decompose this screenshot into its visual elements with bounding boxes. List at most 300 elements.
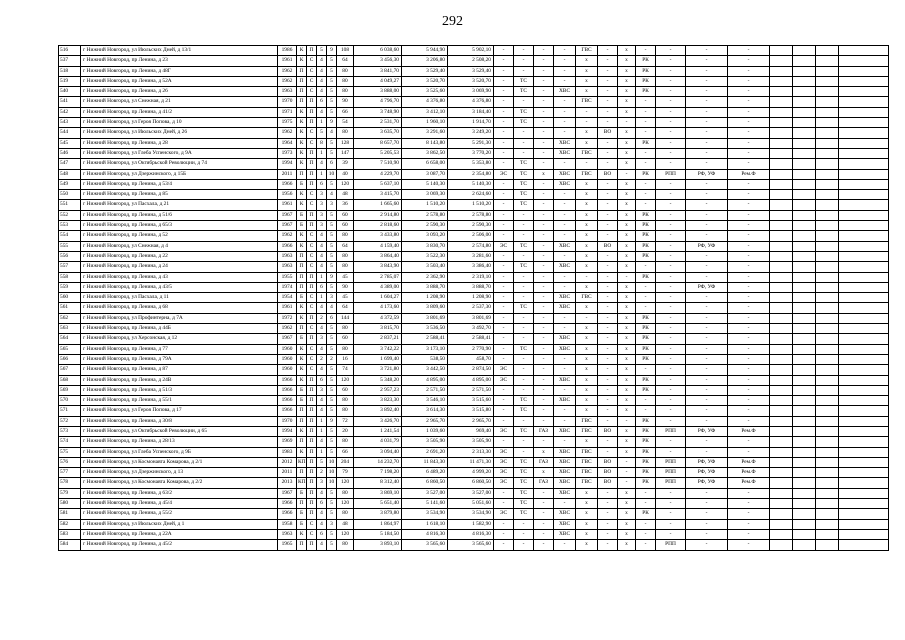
cell-num: 537 xyxy=(59,56,81,66)
cell-s13 xyxy=(793,529,816,539)
cell-s7: х xyxy=(618,200,636,210)
cell-s9: - xyxy=(656,107,686,117)
cell-num: 584 xyxy=(59,540,81,550)
cell-s8: - xyxy=(636,128,656,138)
cell-s5: х xyxy=(576,221,598,231)
cell-s12 xyxy=(770,313,793,323)
cell-s9: - xyxy=(656,159,686,169)
table-row xyxy=(59,416,889,426)
cell-area-res: 458,70 xyxy=(448,354,494,364)
table-row xyxy=(59,509,889,519)
cell-area-total: 3 094,40 xyxy=(354,447,402,457)
cell-s4: ХВС xyxy=(554,169,576,179)
cell-s11: - xyxy=(728,272,770,282)
cell-s3: - xyxy=(534,509,554,519)
cell-area-res: 2 770,90 xyxy=(448,344,494,354)
cell-s6: - xyxy=(598,385,618,395)
cell-c4: С xyxy=(307,56,317,66)
cell-area-res: 2 965,70 xyxy=(448,416,494,426)
cell-s8: - xyxy=(636,406,656,416)
cell-entrances: 9 xyxy=(327,272,337,282)
cell-s14 xyxy=(816,262,839,272)
cell-area-living: 3 520,70 xyxy=(402,76,448,86)
cell-s5: х xyxy=(576,262,598,272)
cell-num: 563 xyxy=(59,324,81,334)
cell-area-living: 2 588,41 xyxy=(402,334,448,344)
cell-s2: - xyxy=(514,56,534,66)
cell-address: г Нижний Новгород, пр Ленина, д 22 xyxy=(81,251,278,261)
cell-s12 xyxy=(770,118,793,128)
cell-s7: х xyxy=(618,56,636,66)
cell-apartments: 120 xyxy=(337,375,354,385)
cell-area-total: 3 433,80 xyxy=(354,231,402,241)
cell-c4: П xyxy=(307,488,317,498)
cell-area-total: 5 651,40 xyxy=(354,499,402,509)
cell-area-total: 3 888,00 xyxy=(354,87,402,97)
cell-s9: - xyxy=(656,97,686,107)
cell-s2: ТС xyxy=(514,468,534,478)
cell-entrances: 5 xyxy=(327,396,337,406)
cell-s1: - xyxy=(494,385,514,395)
cell-s6: - xyxy=(598,66,618,76)
cell-s12 xyxy=(770,406,793,416)
cell-s6: - xyxy=(598,354,618,364)
cell-s12 xyxy=(770,540,793,550)
cell-area-total: 4 049,27 xyxy=(354,76,402,86)
cell-area-living: 3 614,30 xyxy=(402,406,448,416)
cell-floors: 3 xyxy=(317,190,327,200)
cell-entrances: 10 xyxy=(327,169,337,179)
cell-s13 xyxy=(793,200,816,210)
cell-num: 576 xyxy=(59,457,81,467)
cell-s4: ХВС xyxy=(554,529,576,539)
cell-address: г Нижний Новгород, пр Ленина, д 68 xyxy=(81,303,278,313)
cell-s9: - xyxy=(656,324,686,334)
cell-s14 xyxy=(816,87,839,97)
cell-s15 xyxy=(839,293,889,303)
cell-s13 xyxy=(793,365,816,375)
cell-s10: - xyxy=(686,251,728,261)
cell-apartments: 64 xyxy=(337,56,354,66)
cell-area-living: 3 565,60 xyxy=(402,540,448,550)
cell-s7: х xyxy=(618,97,636,107)
cell-s6: - xyxy=(598,396,618,406)
cell-year: 1967 xyxy=(278,334,297,344)
cell-area-living: 6 658,00 xyxy=(402,159,448,169)
table-row xyxy=(59,447,889,457)
cell-entrances: 5 xyxy=(327,231,337,241)
cell-s9: - xyxy=(656,437,686,447)
cell-s5: ГВС xyxy=(576,293,598,303)
cell-year: 1955 xyxy=(278,272,297,282)
cell-s4: ХВС xyxy=(554,334,576,344)
cell-s5: ГВС xyxy=(576,447,598,457)
cell-s7: х xyxy=(618,282,636,292)
cell-year: 1962 xyxy=(278,231,297,241)
cell-s9: - xyxy=(656,179,686,189)
cell-s7: х xyxy=(618,293,636,303)
cell-s4: - xyxy=(554,200,576,210)
cell-s6: - xyxy=(598,282,618,292)
cell-s4: ХВС xyxy=(554,148,576,158)
cell-area-res: 5 051,60 xyxy=(448,499,494,509)
cell-s4: - xyxy=(554,66,576,76)
cell-s9: - xyxy=(656,519,686,529)
cell-s11: - xyxy=(728,118,770,128)
cell-s4: ХВС xyxy=(554,344,576,354)
cell-floors: 4 xyxy=(317,324,327,334)
cell-entrances: 5 xyxy=(327,324,337,334)
cell-c3: К xyxy=(297,241,307,251)
cell-s3: ГАЗ xyxy=(534,478,554,488)
cell-s8: РК xyxy=(636,66,656,76)
cell-s10: - xyxy=(686,159,728,169)
cell-c4: П xyxy=(307,282,317,292)
cell-area-res: 4 895,00 xyxy=(448,375,494,385)
cell-s9: - xyxy=(656,488,686,498)
cell-s5: х xyxy=(576,76,598,86)
cell-entrances: 5 xyxy=(327,262,337,272)
cell-s13 xyxy=(793,396,816,406)
cell-s8: РК xyxy=(636,437,656,447)
cell-s15 xyxy=(839,169,889,179)
cell-s12 xyxy=(770,519,793,529)
cell-area-living: 5 141,60 xyxy=(402,499,448,509)
cell-s1: - xyxy=(494,303,514,313)
cell-s2: ТС xyxy=(514,303,534,313)
cell-s3: - xyxy=(534,488,554,498)
cell-s1: - xyxy=(494,221,514,231)
cell-s4: ХВС xyxy=(554,293,576,303)
cell-floors: 4 xyxy=(317,231,327,241)
cell-s3: - xyxy=(534,385,554,395)
cell-s10: РФ, УФ xyxy=(686,468,728,478)
cell-entrances: 9 xyxy=(327,416,337,426)
cell-address: г Нижний Новгород, пр Ленина, д 87 xyxy=(81,365,278,375)
cell-s10: - xyxy=(686,293,728,303)
cell-s7: - xyxy=(618,478,636,488)
cell-entrances: 5 xyxy=(327,107,337,117)
cell-s13 xyxy=(793,148,816,158)
cell-s5: х xyxy=(576,56,598,66)
cell-entrances: 5 xyxy=(327,334,337,344)
cell-area-res: 4 816,30 xyxy=(448,529,494,539)
cell-c4: П xyxy=(307,179,317,189)
cell-area-res: 3 534,90 xyxy=(448,509,494,519)
cell-s7: х xyxy=(618,231,636,241)
cell-s10: РФ, УФ xyxy=(686,169,728,179)
cell-s6: - xyxy=(598,159,618,169)
cell-apartments: 120 xyxy=(337,478,354,488)
table-row xyxy=(59,324,889,334)
cell-c3: К xyxy=(297,138,307,148)
cell-year: 1961 xyxy=(278,303,297,313)
cell-area-res: 4 999,20 xyxy=(448,468,494,478)
cell-floors: 1 xyxy=(317,426,327,436)
cell-s2: ТС xyxy=(514,499,534,509)
cell-c4: П xyxy=(307,169,317,179)
cell-s2: ТС xyxy=(514,426,534,436)
cell-s6: - xyxy=(598,437,618,447)
cell-s5: х xyxy=(576,519,598,529)
cell-s12 xyxy=(770,231,793,241)
cell-address: г Нижний Новгород, пр Ленина, д 77 xyxy=(81,344,278,354)
cell-address: г Нижний Новгород, пр Ленина, д 26 xyxy=(81,87,278,97)
cell-s9: - xyxy=(656,118,686,128)
cell-s10: - xyxy=(686,344,728,354)
table-row xyxy=(59,334,889,344)
cell-c4: П xyxy=(307,334,317,344)
cell-s7: х xyxy=(618,138,636,148)
cell-apartments: 80 xyxy=(337,437,354,447)
cell-s10: - xyxy=(686,354,728,364)
cell-s3: - xyxy=(534,179,554,189)
cell-s11: - xyxy=(728,87,770,97)
cell-s13 xyxy=(793,478,816,488)
cell-year: 1960 xyxy=(278,354,297,364)
cell-s4: ХВС xyxy=(554,478,576,488)
cell-address: г Нижний Новгород, ул Октябрьской Революции, д 65 xyxy=(81,426,278,436)
cell-area-res: 3 565,60 xyxy=(448,540,494,550)
cell-s5: х xyxy=(576,128,598,138)
cell-s13 xyxy=(793,499,816,509)
cell-s1: - xyxy=(494,159,514,169)
cell-c3: П xyxy=(297,169,307,179)
cell-area-total: 4 389,00 xyxy=(354,282,402,292)
cell-apartments: 144 xyxy=(337,313,354,323)
table-row xyxy=(59,128,889,138)
cell-s10: РФ, УФ xyxy=(686,478,728,488)
cell-s1: - xyxy=(494,488,514,498)
cell-s3: - xyxy=(534,334,554,344)
cell-num: 546 xyxy=(59,148,81,158)
cell-s3: - xyxy=(534,56,554,66)
cell-s11: - xyxy=(728,262,770,272)
cell-year: 1960 xyxy=(278,365,297,375)
cell-s7: х xyxy=(618,324,636,334)
cell-s1: ЭС xyxy=(494,426,514,436)
cell-num: 568 xyxy=(59,375,81,385)
cell-area-total: 4 173,60 xyxy=(354,303,402,313)
cell-address: г Нижний Новгород, ул Космонавта Комарова, д 2/2 xyxy=(81,478,278,488)
cell-year: 1963 xyxy=(278,251,297,261)
cell-s11: - xyxy=(728,138,770,148)
cell-address: г Нижний Новгород, пр Ленина, д 63/2 xyxy=(81,488,278,498)
cell-s8: - xyxy=(636,540,656,550)
cell-year: 1970 xyxy=(278,97,297,107)
cell-s9: - xyxy=(656,303,686,313)
cell-entrances: 2 xyxy=(327,354,337,364)
cell-s10: - xyxy=(686,396,728,406)
cell-area-total: 1 665,60 xyxy=(354,200,402,210)
cell-area-living: 3 442,50 xyxy=(402,365,448,375)
cell-area-living: 1 618,10 xyxy=(402,519,448,529)
cell-s13 xyxy=(793,519,816,529)
cell-s8: - xyxy=(636,46,656,56)
cell-s11: - xyxy=(728,210,770,220)
cell-s1: ЭС xyxy=(494,468,514,478)
cell-c3: К xyxy=(297,529,307,539)
cell-s3: - xyxy=(534,200,554,210)
cell-entrances: 5 xyxy=(327,66,337,76)
cell-apartments: 48 xyxy=(337,519,354,529)
cell-c3: П xyxy=(297,416,307,426)
cell-s14 xyxy=(816,128,839,138)
cell-s14 xyxy=(816,488,839,498)
cell-apartments: 120 xyxy=(337,499,354,509)
cell-area-living: 1 039,60 xyxy=(402,426,448,436)
cell-s14 xyxy=(816,293,839,303)
cell-s8: - xyxy=(636,97,656,107)
cell-address: г Нижний Новгород, ул Героя Попова, д 10 xyxy=(81,118,278,128)
cell-s11: - xyxy=(728,56,770,66)
cell-apartments: 80 xyxy=(337,76,354,86)
cell-apartments: 204 xyxy=(337,457,354,467)
cell-s6: ВО xyxy=(598,478,618,488)
cell-s5: х xyxy=(576,385,598,395)
cell-num: 581 xyxy=(59,509,81,519)
table-row xyxy=(59,262,889,272)
cell-s7: х xyxy=(618,303,636,313)
cell-s1: ЭС xyxy=(494,457,514,467)
cell-c4: П xyxy=(307,210,317,220)
cell-year: 1954 xyxy=(278,293,297,303)
cell-s8: - xyxy=(636,179,656,189)
cell-s13 xyxy=(793,118,816,128)
cell-s12 xyxy=(770,87,793,97)
cell-s11: - xyxy=(728,200,770,210)
cell-c4: П xyxy=(307,406,317,416)
cell-c4: П xyxy=(307,396,317,406)
cell-address: г Нижний Новгород, пр Ленина, д 65/3 xyxy=(81,221,278,231)
cell-apartments: 16 xyxy=(337,354,354,364)
cell-s4: - xyxy=(554,210,576,220)
cell-s7: х xyxy=(618,87,636,97)
cell-s12 xyxy=(770,107,793,117)
table-row xyxy=(59,468,889,478)
cell-s10: - xyxy=(686,447,728,457)
cell-year: 1960 xyxy=(278,344,297,354)
cell-s11: - xyxy=(728,406,770,416)
cell-s15 xyxy=(839,262,889,272)
cell-c4: С xyxy=(307,128,317,138)
cell-s2: - xyxy=(514,334,534,344)
cell-area-total: 5 348,20 xyxy=(354,375,402,385)
cell-s11: - xyxy=(728,354,770,364)
cell-num: 554 xyxy=(59,231,81,241)
cell-s5: х xyxy=(576,375,598,385)
cell-s7: х xyxy=(618,179,636,189)
cell-s12 xyxy=(770,385,793,395)
cell-s6: - xyxy=(598,76,618,86)
cell-c3: К xyxy=(297,118,307,128)
cell-c4: С xyxy=(307,76,317,86)
cell-area-living: 3 529,40 xyxy=(402,66,448,76)
cell-s5: ГВС xyxy=(576,468,598,478)
cell-s9: - xyxy=(656,293,686,303)
cell-c3: К xyxy=(297,375,307,385)
cell-apartments: 80 xyxy=(337,396,354,406)
cell-s10: - xyxy=(686,221,728,231)
cell-entrances: 5 xyxy=(327,210,337,220)
table-row xyxy=(59,344,889,354)
cell-floors: 4 xyxy=(317,519,327,529)
cell-c3: Б xyxy=(297,179,307,189)
cell-c4: С xyxy=(307,354,317,364)
cell-s14 xyxy=(816,385,839,395)
cell-s11: - xyxy=(728,437,770,447)
cell-year: 1963 xyxy=(278,262,297,272)
cell-c3: КП xyxy=(297,457,307,467)
cell-s2: - xyxy=(514,416,534,426)
cell-year: 1966 xyxy=(278,406,297,416)
table-row xyxy=(59,499,889,509)
cell-s1: - xyxy=(494,519,514,529)
cell-address: г Нижний Новгород, пр Ленина, д 79А xyxy=(81,354,278,364)
cell-s1: - xyxy=(494,272,514,282)
cell-s5: х xyxy=(576,406,598,416)
cell-s10: РФ, УФ xyxy=(686,457,728,467)
cell-area-res: 3 505,90 xyxy=(448,437,494,447)
cell-s5: х xyxy=(576,179,598,189)
cell-c4: С xyxy=(307,231,317,241)
cell-s4: - xyxy=(554,76,576,86)
cell-s11: - xyxy=(728,66,770,76)
cell-s3: - xyxy=(534,293,554,303)
cell-year: 1962 xyxy=(278,128,297,138)
cell-s14 xyxy=(816,416,839,426)
cell-year: 1963 xyxy=(278,87,297,97)
cell-entrances: 6 xyxy=(327,159,337,169)
cell-entrances: 5 xyxy=(327,138,337,148)
cell-s9: - xyxy=(656,334,686,344)
cell-s9: - xyxy=(656,313,686,323)
cell-c4: П xyxy=(307,375,317,385)
cell-floors: 5 xyxy=(317,457,327,467)
cell-s13 xyxy=(793,488,816,498)
cell-s6: ВО xyxy=(598,128,618,138)
cell-s12 xyxy=(770,251,793,261)
cell-s2: - xyxy=(514,128,534,138)
cell-s14 xyxy=(816,210,839,220)
cell-apartments: 128 xyxy=(337,138,354,148)
cell-floors: 3 xyxy=(317,334,327,344)
cell-s2: ТС xyxy=(514,241,534,251)
cell-s14 xyxy=(816,76,839,86)
cell-s3: - xyxy=(534,529,554,539)
cell-s14 xyxy=(816,478,839,488)
cell-year: 1967 xyxy=(278,210,297,220)
cell-s6: - xyxy=(598,447,618,457)
cell-s5: х xyxy=(576,138,598,148)
cell-s11: - xyxy=(728,529,770,539)
cell-area-res: 3 515,60 xyxy=(448,396,494,406)
cell-s15 xyxy=(839,97,889,107)
cell-s7: х xyxy=(618,128,636,138)
cell-s8: РК xyxy=(636,210,656,220)
cell-s11: - xyxy=(728,221,770,231)
cell-s15 xyxy=(839,200,889,210)
cell-s9: РПП xyxy=(656,169,686,179)
cell-c4: С xyxy=(307,344,317,354)
cell-s2: - xyxy=(514,251,534,261)
cell-area-living: 3 505,90 xyxy=(402,437,448,447)
cell-apartments: 80 xyxy=(337,488,354,498)
cell-area-res: 11 471,30 xyxy=(448,457,494,467)
cell-c4: С xyxy=(307,200,317,210)
cell-address: г Нижний Новгород, пр Ленина, д 52 xyxy=(81,231,278,241)
cell-s2: ТС xyxy=(514,262,534,272)
